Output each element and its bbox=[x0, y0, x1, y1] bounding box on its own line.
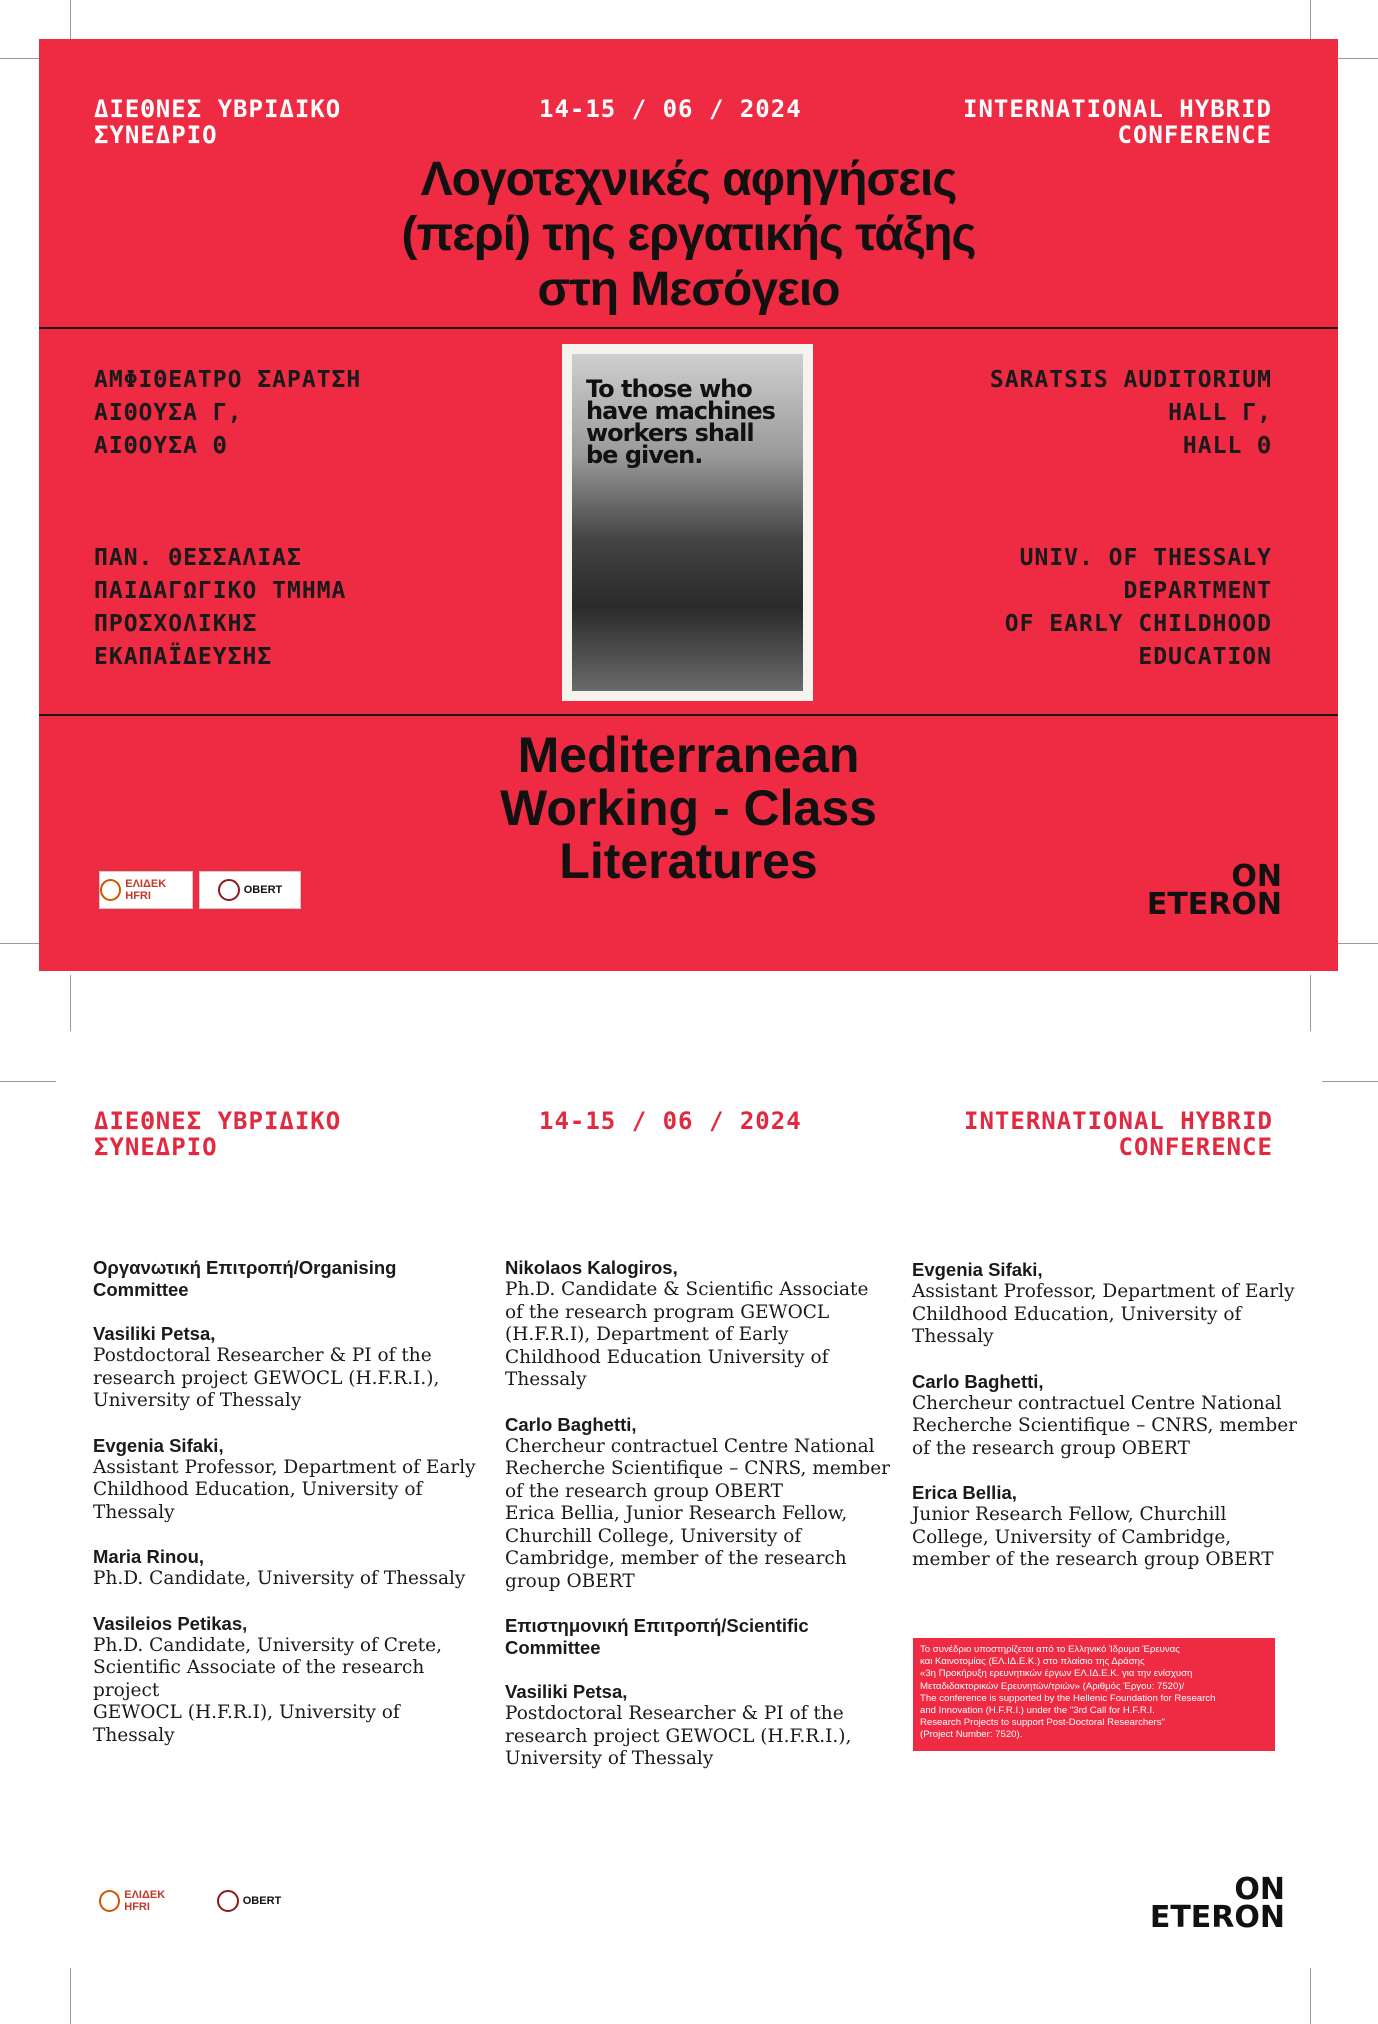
member-entry bbox=[93, 1323, 478, 1413]
greek-title: Λογοτεχνικές αφηγήσεις (περί) της εργατικής τάξης στη Μεσόγειο bbox=[401, 153, 976, 316]
member-role: Assistant Professor, Department of Early Childhood Education, University of Thessaly bbox=[912, 1281, 1295, 1347]
divider-bottom bbox=[39, 714, 1338, 716]
back-header-date: 14-15 / 06 / 2024 bbox=[539, 1107, 802, 1135]
funding-note: Το συνέδριο υποστηρίζεται από το Ελληνικό Ίδρυμα Έρευνας και Καινοτομίας (ΕΛ.ΙΔ.Ε.Κ.) στο πλαίσιο της Δράσης «3η Προκήρυξη ερευνητικών έργων ΕΛ.ΙΔ.Ε.Κ. για την ενίσχυση Μεταδιδακτορικών Ερευνητών/τριών» (Αριθμός Έργου: 7520)/ The conference is supported by the Hellenic Foundation for Research and Innovation (H.F.R.I.) under the "3rd Call for H.F.R.I. Research Projects to support Post-Doctoral Researchers" (Project Number: 7520). bbox=[913, 1638, 1275, 1751]
member-name: Erica Bellia, bbox=[912, 1482, 1017, 1503]
member-entry bbox=[505, 1681, 890, 1771]
artwork-photo bbox=[572, 354, 803, 691]
member-name: Nikolaos Kalogiros, bbox=[505, 1257, 678, 1278]
venue-left: ΑΜΦΙΘΕΑΤΡΟ ΣΑΡΑΤΣΗ ΑΙΘΟΥΣΑ Γ, ΑΙΘΟΥΣΑ Θ bbox=[94, 367, 362, 459]
member-role: Postdoctoral Researcher & PI of the research project GEWOCL (H.F.R.I.), University of Thessaly bbox=[93, 1345, 440, 1411]
university-emblem-icon bbox=[217, 1890, 239, 1912]
english-title: Mediterranean Working - Class Literatures bbox=[500, 727, 877, 889]
department-left: ΠΑΝ. ΘΕΣΣΑΛΙΑΣ ΠΑΙΔΑΓΩΓΙΚΟ ΤΜΗΜΑ ΠΡΟΣΧΟΛΙΚΗΣ ΕΚΑΠΑΪΔΕΥΣΗΣ bbox=[94, 545, 347, 670]
member-entry bbox=[93, 1546, 478, 1591]
member-name: Vasiliki Petsa, bbox=[505, 1681, 628, 1702]
artwork-slogan: To those who have machines workers shall be given. bbox=[586, 375, 775, 469]
crop-mark bbox=[1322, 1081, 1378, 1082]
member-entry bbox=[912, 1371, 1297, 1461]
member-role: Ph.D. Candidate & Scientific Associate of the research program GEWOCL (H.F.R.I), Department of Early Childhood Education University of Thessaly bbox=[505, 1279, 869, 1390]
member-name: Carlo Baghetti, bbox=[912, 1370, 1044, 1392]
member-entry bbox=[505, 1257, 890, 1392]
university-emblem-icon bbox=[218, 879, 240, 901]
elidek-logo bbox=[99, 871, 193, 909]
member-role: Ph.D. Candidate, University of Crete, Scientific Associate of the research project GEWOCL (H.F.R.I), University of Thessaly bbox=[93, 1634, 442, 1746]
venue-right: SARATSIS AUDITORIUM HALL Γ, HALL Θ bbox=[989, 367, 1272, 459]
scientific-committee-heading: Επιστημονική Επιτροπή/Scientific Committee bbox=[505, 1615, 809, 1658]
member-role: Ph.D. Candidate, University of Thessaly bbox=[93, 1568, 466, 1589]
poster-front bbox=[39, 39, 1338, 971]
back-sponsor-logos bbox=[98, 1882, 300, 1920]
elidek-logo bbox=[98, 1882, 192, 1920]
on-eteron-logo: ON ETERON bbox=[1146, 859, 1282, 922]
committee-column-2 bbox=[505, 1257, 890, 1793]
poster-artwork-image bbox=[562, 344, 813, 701]
member-entry bbox=[912, 1482, 1297, 1572]
obert-logo bbox=[198, 1882, 300, 1920]
member-name: Evgenia Sifaki, bbox=[912, 1259, 1043, 1280]
department-right: UNIV. OF THESSALY DEPARTMENT OF EARLY CHILDHOOD EDUCATION bbox=[1004, 545, 1272, 670]
committee-column-1 bbox=[93, 1257, 478, 1769]
member-name: Vasiliki Petsa, bbox=[93, 1323, 216, 1344]
member-entry bbox=[505, 1414, 890, 1594]
member-name: Maria Rinou, bbox=[93, 1546, 205, 1567]
header-left: ΔΙΕΘΝΕΣ ΥΒΡΙΔΙΚΟ ΣΥΝΕΔΡΙΟ bbox=[94, 95, 342, 149]
header-date: 14-15 / 06 / 2024 bbox=[539, 95, 802, 123]
member-name: Evgenia Sifaki, bbox=[93, 1434, 224, 1456]
obert-logo-text: OBERT bbox=[242, 1895, 282, 1907]
member-entry bbox=[93, 1435, 478, 1525]
on-eteron-logo: ON ETERON bbox=[1149, 1872, 1285, 1935]
member-role: Assistant Professor, Department of Early Childhood Education, University of Thessaly bbox=[93, 1456, 476, 1523]
crop-mark bbox=[1310, 1968, 1311, 2024]
crop-mark bbox=[1310, 975, 1311, 1031]
obert-logo-text: OBERT bbox=[243, 884, 283, 896]
obert-logo bbox=[199, 871, 301, 909]
member-role: Junior Research Fellow, Churchill College, University of Cambridge, member of the research group OBERT bbox=[912, 1504, 1274, 1570]
member-name: Carlo Baghetti, bbox=[505, 1413, 637, 1435]
back-header-left: ΔΙΕΘΝΕΣ ΥΒΡΙΔΙΚΟ ΣΥΝΕΔΡΙΟ bbox=[94, 1107, 342, 1161]
member-entry bbox=[93, 1613, 478, 1748]
organising-committee-heading: Οργανωτική Επιτροπή/Organising Committee bbox=[93, 1257, 397, 1300]
crop-mark bbox=[70, 1968, 71, 2024]
divider-top bbox=[39, 327, 1338, 329]
back-header-right: INTERNATIONAL HYBRID CONFERENCE bbox=[964, 1107, 1273, 1161]
member-name: Vasileios Petikas, bbox=[93, 1612, 248, 1634]
member-role: Postdoctoral Researcher & PI of the research project GEWOCL (H.F.R.I.), University of Thessaly bbox=[505, 1703, 852, 1769]
member-entry bbox=[912, 1259, 1297, 1349]
member-role: Chercheur contractuel Centre National Recherche Scientifique – CNRS, member of the research group OBERT bbox=[912, 1392, 1297, 1459]
crop-mark bbox=[0, 1081, 56, 1082]
sponsor-logos bbox=[99, 871, 301, 909]
elidek-emblem-icon bbox=[99, 1890, 120, 1912]
header-right: INTERNATIONAL HYBRID CONFERENCE bbox=[963, 95, 1272, 149]
elidek-emblem-icon bbox=[100, 879, 121, 901]
member-role: Chercheur contractuel Centre National Recherche Scientifique – CNRS, member of the research group OBERT Erica Bellia, Junior Research Fellow, Churchill College, University of Cambridge, member of the research group OBERT bbox=[505, 1435, 890, 1592]
elidek-logo-text: ΕΛΙΔΕΚ HFRI bbox=[125, 878, 167, 902]
crop-mark bbox=[70, 975, 71, 1031]
elidek-logo-text: ΕΛΙΔΕΚ HFRI bbox=[124, 1889, 166, 1913]
committee-column-3 bbox=[912, 1259, 1297, 1594]
